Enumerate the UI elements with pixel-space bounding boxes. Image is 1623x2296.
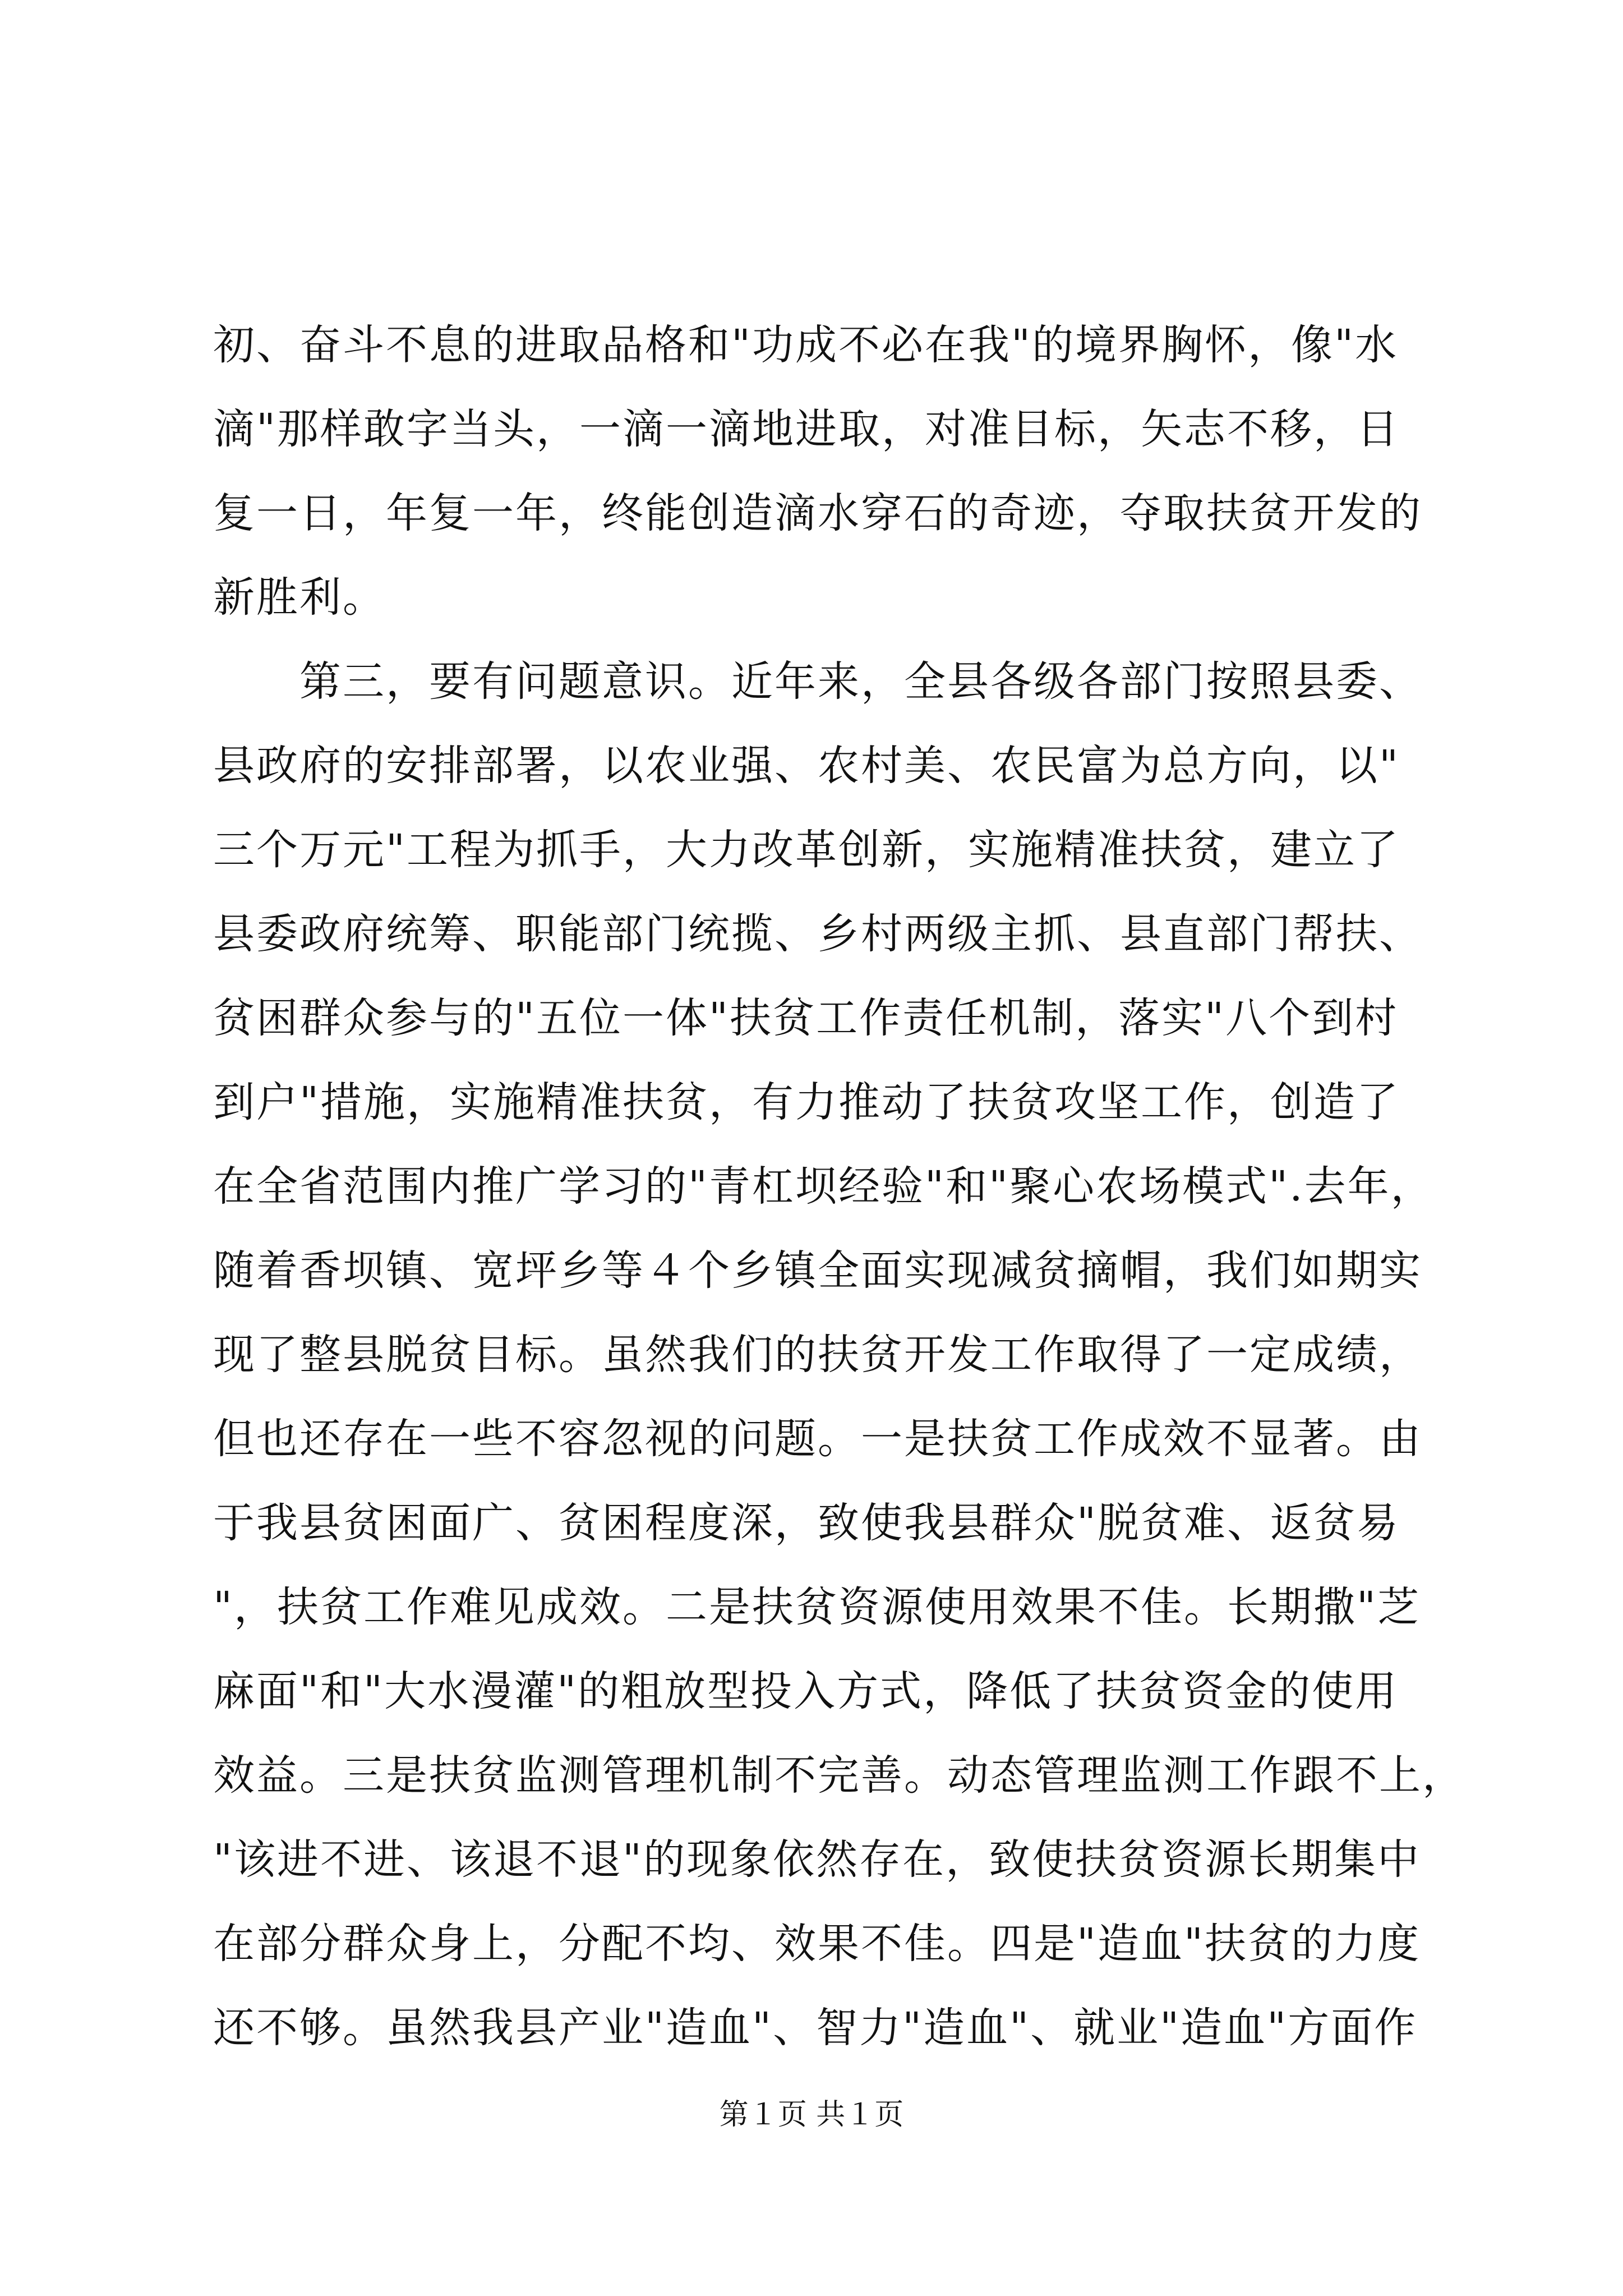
text-line: 第三，要有问题意识。近年来，全县各级各部门按照县委、 — [213, 657, 1422, 706]
text-line: 还不够。虽然我县产业"造血"、智力"造血"、就业"造血"方面作 — [213, 2004, 1418, 2052]
text-line: 新胜利。 — [213, 573, 386, 622]
text-line: 麻面"和"大水漫灌"的粗放型投入方式，降低了扶贫资金的使用 — [213, 1667, 1399, 1715]
text-line: 到户"措施，实施精准扶贫，有力推动了扶贫攻坚工作，创造了 — [213, 1078, 1400, 1126]
text-line: 随着香坝镇、宽坪乡等４个乡镇全面实现减贫摘帽，我们如期实 — [213, 1246, 1422, 1295]
text-line: 效益。三是扶贫监测管理机制不完善。动态管理监测工作跟不上， — [213, 1751, 1465, 1800]
text-line: 滴"那样敢字当头，一滴一滴地进取，对准目标，矢志不移，日 — [213, 405, 1400, 453]
text-line: "，扶贫工作难见成效。二是扶贫资源使用效果不佳。长期撒"芝 — [213, 1583, 1421, 1631]
text-line: 在部分群众身上，分配不均、效果不佳。四是"造血"扶贫的力度 — [213, 1920, 1421, 1968]
text-line: 但也还存在一些不容忽视的问题。一是扶贫工作成效不显著。由 — [213, 1415, 1422, 1463]
text-line: 现了整县脱贫目标。虽然我们的扶贫开发工作取得了一定成绩， — [213, 1331, 1422, 1379]
page-number-footer: 第１页 共１页 — [719, 2098, 904, 2132]
body-text — [213, 303, 1465, 2070]
text-line: 县委政府统筹、职能部门统揽、乡村两级主抓、县直部门帮扶、 — [213, 910, 1422, 958]
text-line: 三个万元"工程为抓手，大力改革创新，实施精准扶贫，建立了 — [213, 826, 1400, 874]
text-line: 初、奋斗不息的进取品格和"功成不必在我"的境界胸怀，像"水 — [213, 321, 1399, 369]
text-line: 于我县贫困面广、贫困程度深，致使我县群众"脱贫难、返贫易 — [213, 1499, 1400, 1547]
text-line: 在全省范围内推广学习的"青杠坝经验"和"聚心农场模式".去年， — [213, 1162, 1434, 1211]
text-line: "该进不进、该退不退"的现象依然存在，致使扶贫资源长期集中 — [213, 1835, 1421, 1884]
text-line: 贫困群众参与的"五位一体"扶贫工作责任机制，落实"八个到村 — [213, 994, 1399, 1042]
text-line: 复一日，年复一年，终能创造滴水穿石的奇迹，夺取扶贫开发的 — [213, 489, 1422, 537]
text-line: 县政府的安排部署，以农业强、农村美、农民富为总方向，以" — [213, 742, 1400, 790]
